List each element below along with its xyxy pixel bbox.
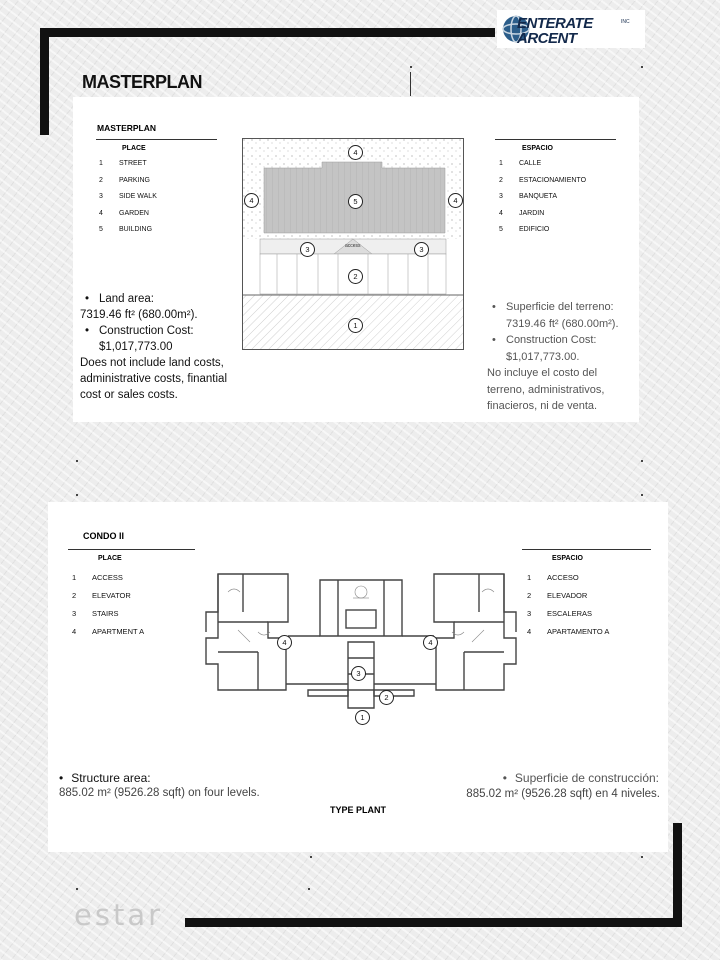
condo-espacio-item-row xyxy=(527,587,647,605)
plan-marker-4: 4 xyxy=(244,193,259,208)
espacio-list xyxy=(499,156,619,239)
estar-logo: estar xyxy=(74,898,164,932)
espacio-item-row xyxy=(499,156,619,173)
plan-marker-1: 1 xyxy=(355,710,370,725)
condo-heading: CONDO II xyxy=(83,531,125,541)
bullet-dot: • xyxy=(59,771,64,785)
plan-marker-1: 1 xyxy=(348,318,363,333)
structure-area-label: Structure area: xyxy=(71,771,151,785)
superficie-text: Superficie del terreno: 7319.46 ft² (680.00m²). xyxy=(506,301,619,330)
espacio-item-number: 3 xyxy=(499,193,503,200)
access-label: access xyxy=(345,243,361,249)
construction-cost-label: Construction Cost: xyxy=(99,325,194,337)
espacio-item-label: CALLE xyxy=(519,160,542,167)
spanish-summary xyxy=(487,299,637,415)
es-cost-label: Construction Cost: xyxy=(506,334,597,346)
condo-espacio-item-row xyxy=(527,605,647,623)
structure-area-bullet xyxy=(59,771,151,785)
place-item-label: STREET xyxy=(119,160,147,167)
logo-line2: ARCENT xyxy=(517,30,577,47)
dot xyxy=(410,66,412,68)
divider-tick xyxy=(410,72,411,96)
place-item-row xyxy=(99,189,219,206)
place-item-row xyxy=(99,222,219,239)
land-area-value: 7319.46 ft² (680.00m²). xyxy=(80,309,198,321)
es-cost-note: No incluye el costo del terreno, administrativos, finacieros, ni de venta. xyxy=(487,367,605,412)
bullet-dot: • xyxy=(492,301,496,313)
place-item-number: 1 xyxy=(99,160,103,167)
condo-place-rule xyxy=(68,549,195,550)
masterplan-heading: MASTERPLAN xyxy=(97,123,157,133)
cost-note: Does not include land costs, administrative costs, finantial cost or sales costs. xyxy=(80,357,228,401)
plan-marker-2: 2 xyxy=(379,690,394,705)
frame-right-bar xyxy=(673,823,682,927)
structure-area-value: 885.02 m² (9526.28 sqft) on four levels. xyxy=(59,787,260,799)
condo-espacio-item-label: APARTAMENTO A xyxy=(547,627,610,636)
condo-place-item-number: 1 xyxy=(72,573,77,582)
plan-marker-4: 4 xyxy=(277,635,292,650)
land-area-label: Land area: xyxy=(99,293,154,305)
condo-place-item-number: 3 xyxy=(72,609,77,618)
place-item-label: GARDEN xyxy=(119,209,149,217)
type-plant-caption: TYPE PLANT xyxy=(330,805,387,815)
dot xyxy=(76,460,78,462)
place-item-label: BUILDING xyxy=(119,226,153,233)
place-item-number: 3 xyxy=(99,193,103,200)
condo-espacio-item-label: ELEVADOR xyxy=(547,591,588,600)
condo-place-item-label: STAIRS xyxy=(92,609,119,618)
dot xyxy=(76,494,78,496)
dot xyxy=(641,856,643,858)
espacio-header: ESPACIO xyxy=(522,145,553,152)
place-item-row xyxy=(99,206,219,223)
condo-espacio-item-number: 2 xyxy=(527,591,532,600)
condo-place-header: PLACE xyxy=(98,555,122,562)
condo-espacio-item-row xyxy=(527,623,647,641)
espacio-item-label: BANQUETA xyxy=(519,193,557,200)
condo-espacio-item-number: 4 xyxy=(527,627,532,636)
condo-place-item-label: ACCESS xyxy=(92,573,123,582)
plan-marker-4: 4 xyxy=(423,635,438,650)
plan-marker-3: 3 xyxy=(414,242,429,257)
place-item-row xyxy=(99,156,219,173)
condo-place-item-row xyxy=(72,587,192,605)
place-item-number: 4 xyxy=(99,209,103,217)
place-item-row xyxy=(99,173,219,190)
place-rule xyxy=(96,139,217,140)
espacio-item-row xyxy=(499,206,619,223)
condo-place-item-row xyxy=(72,623,192,641)
espacio-item-number: 1 xyxy=(499,160,503,167)
condo-espacio-item-number: 3 xyxy=(527,609,532,618)
logo-suffix: INC xyxy=(621,19,630,25)
plan-marker-4: 4 xyxy=(348,145,363,160)
dot xyxy=(641,494,643,496)
bullet-dot: • xyxy=(492,334,496,346)
english-summary xyxy=(80,291,240,403)
dot xyxy=(76,888,78,890)
es-cost-bullet xyxy=(487,332,637,349)
frame-top-bar xyxy=(40,28,495,37)
plan-marker-5: 5 xyxy=(348,194,363,209)
condo-espacio-header: ESPACIO xyxy=(552,555,583,562)
condo-place-item-label: APARTMENT A xyxy=(92,627,145,636)
plan-marker-3: 3 xyxy=(300,242,315,257)
place-item-number: 5 xyxy=(99,226,103,233)
plan-marker-4: 4 xyxy=(448,193,463,208)
place-item-number: 2 xyxy=(99,176,103,184)
superficie-construccion-bullet xyxy=(503,771,659,785)
condo-espacio-list xyxy=(527,569,647,641)
land-area-bullet xyxy=(80,291,240,307)
bullet-dot: • xyxy=(85,325,90,337)
bullet-dot: • xyxy=(85,293,90,305)
espacio-item-row xyxy=(499,189,619,206)
logo-line1: ENTERATE xyxy=(517,15,593,32)
condo-place-item-row xyxy=(72,569,192,587)
espacio-item-row xyxy=(499,222,619,239)
page-title: MASTERPLAN xyxy=(82,72,202,92)
dot xyxy=(641,460,643,462)
superficie-construccion-label: Superficie de construcción: xyxy=(514,771,659,785)
place-header: PLACE xyxy=(122,145,146,152)
construction-cost-bullet xyxy=(80,323,240,339)
condo-place-item-row xyxy=(72,605,192,623)
condo-place-item-number: 2 xyxy=(72,591,77,600)
condo-espacio-item-row xyxy=(527,569,647,587)
espacio-item-label: ESTACIONAMIENTO xyxy=(519,176,587,184)
espacio-item-label: EDIFICIO xyxy=(519,226,550,233)
superficie-construccion-value: 885.02 m² (9526.28 sqft) en 4 niveles. xyxy=(466,788,660,800)
company-logo xyxy=(497,10,645,48)
place-item-label: PARKING xyxy=(119,176,150,184)
espacio-rule xyxy=(495,139,616,140)
espacio-item-number: 4 xyxy=(499,209,503,217)
plan-marker-3: 3 xyxy=(351,666,366,681)
frame-bottom-bar xyxy=(185,918,682,927)
condo-place-list xyxy=(72,569,192,641)
condo-place-item-label: ELEVATOR xyxy=(92,591,131,600)
frame-left-bar xyxy=(40,28,49,135)
dot xyxy=(308,888,310,890)
dot xyxy=(310,856,312,858)
superficie-bullet xyxy=(487,299,637,332)
condo-espacio-item-label: ACCESO xyxy=(547,573,579,582)
bullet-dot: • xyxy=(502,771,507,785)
dot xyxy=(641,66,643,68)
espacio-item-label: JARDIN xyxy=(519,209,545,217)
condo-espacio-item-number: 1 xyxy=(527,573,532,582)
floor-plan-drawing xyxy=(198,572,524,728)
plan-marker-2: 2 xyxy=(348,269,363,284)
condo-espacio-rule xyxy=(522,549,651,550)
es-cost-value: $1,017,773.00. xyxy=(506,350,580,363)
espacio-item-number: 2 xyxy=(499,176,503,184)
place-list xyxy=(99,156,219,239)
place-item-label: SIDE WALK xyxy=(119,193,157,200)
condo-espacio-item-label: ESCALERAS xyxy=(547,609,593,618)
condo-place-item-number: 4 xyxy=(72,627,77,636)
espacio-item-row xyxy=(499,173,619,190)
espacio-item-number: 5 xyxy=(499,226,503,233)
construction-cost-value: $1,017,773.00 xyxy=(99,341,173,353)
